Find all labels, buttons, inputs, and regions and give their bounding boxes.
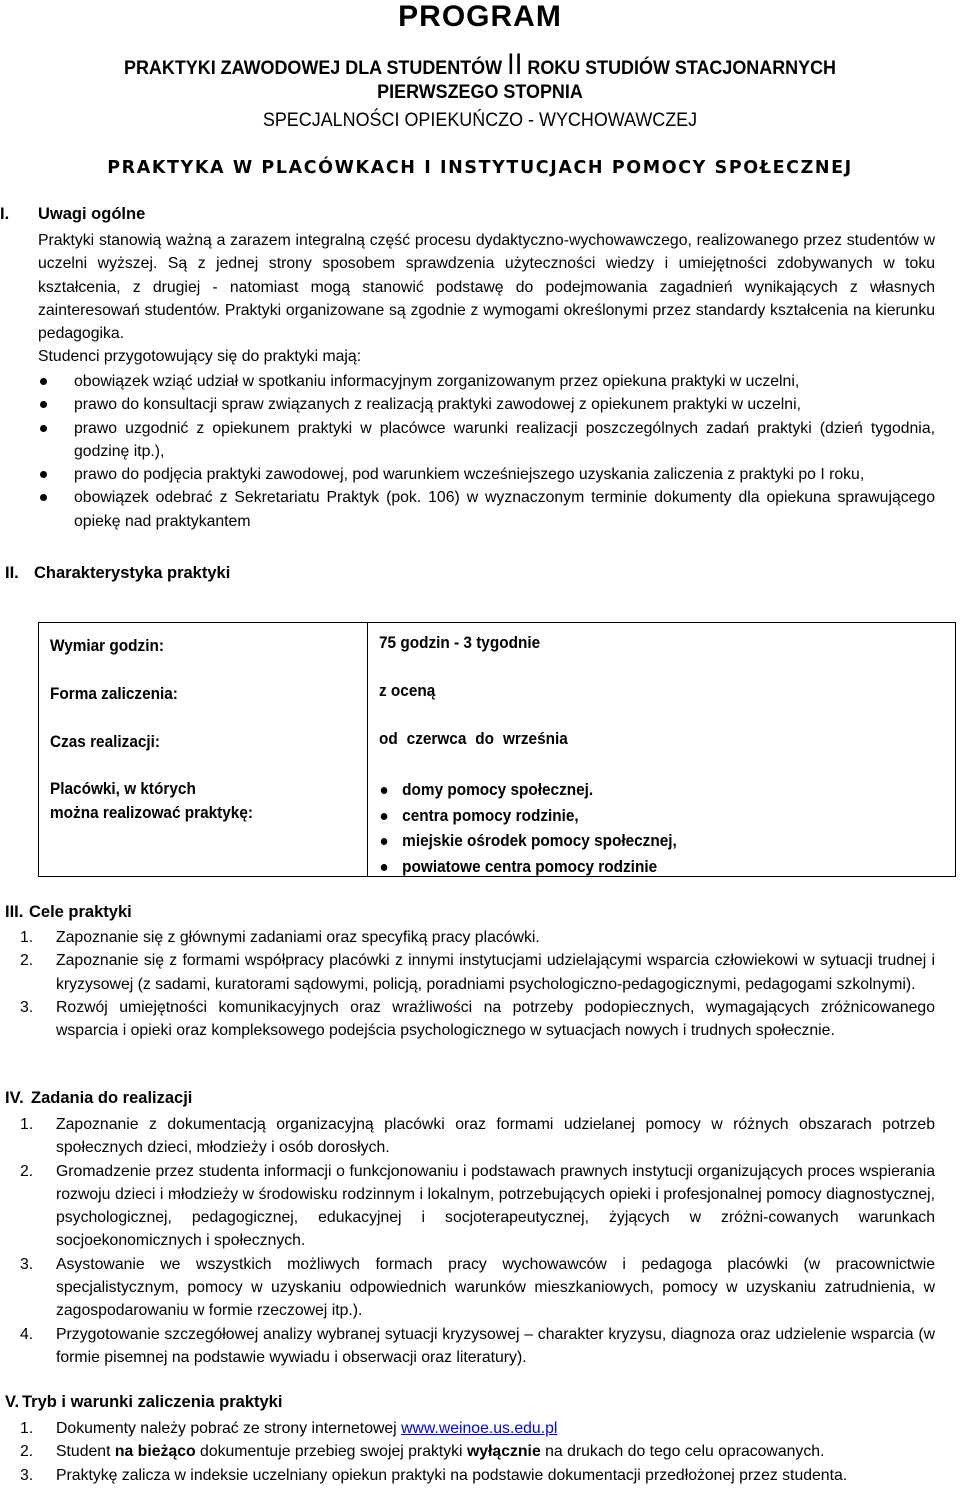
bullet-icon [40, 378, 47, 385]
bullet-icon [381, 838, 388, 845]
section-3-list [20, 926, 935, 1042]
section-1-intro: Studenci przygotowujący się do praktyki mają: [38, 348, 362, 365]
subtitle-part-b: ROKU STUDIÓW STACJONARNYCH [527, 57, 837, 79]
section-5-title: Tryb i warunki zaliczenia praktyki [22, 1393, 283, 1411]
bullet-icon [40, 425, 47, 432]
time-label: Czas realizacji: [50, 733, 161, 751]
section-2-title: Charakterystyka praktyki [34, 564, 231, 582]
list-item: 2. Student na bieżąco dokumentuje przebieg swojej praktyki wyłącznie na drukach do tego celu opracowanych. [20, 1443, 825, 1461]
section-3-number: III. [5, 903, 24, 921]
section-3-heading [5, 903, 132, 922]
bullet-icon [40, 401, 47, 408]
subtitle-line-3: SPECJALNOŚCI OPIEKUŃCZO - WYCHOWAWCZEJ [262, 109, 698, 131]
list-item: 3. Rozwój umiejętności komunikacyjnych oraz wrażliwości na potrzeby podopiecznych, wymagających zróżnicowanego wsparcia i opieki oraz kompleksowego podejścia psychologicznego w sytuacjach nowych i trudnych społecznie. [20, 998, 935, 1040]
bullet-icon [381, 813, 388, 820]
list-item: 3. Praktykę zalicza w indeksie uczelniany opiekun praktyki na podstawie dokumentacji przedłożonej przez studenta. [20, 1466, 848, 1484]
bullet-icon [381, 787, 388, 794]
list-item: obowiązek wziąć udział w spotkaniu informacyjnym zorganizowanym przez opiekuna praktyki w uczelni, [38, 370, 935, 393]
section-4-number: IV. [5, 1089, 24, 1107]
list-item: domy pomocy społecznej. [378, 778, 677, 804]
list-item: centra pomocy rodzinie, [378, 804, 677, 830]
website-link[interactable]: www.weinoe.us.edu.pl [401, 1420, 558, 1437]
places-label-1: Placówki, w których [50, 780, 196, 798]
places-label-2: można realizować praktykę: [50, 804, 253, 822]
list-item: prawo do konsultacji spraw związanych z realizacją praktyki zawodowej z opiekunem praktyki w uczelni, [38, 393, 935, 416]
bullet-icon [40, 471, 47, 478]
section-1-bullets [38, 370, 935, 533]
subtitle-line-4: PRAKTYKA W PLACÓWKACH I INSTYTUCJACH POMOCY SPOŁECZNEJ [107, 158, 853, 178]
section-2-number: II. [5, 564, 19, 582]
list-item: obowiązek odebrać z Sekretariatu Praktyk (pok. 106) w wyznaczonym terminie dokumenty dla opiekuna sprawującego opiekę nad praktykantem [38, 486, 935, 533]
section-5-number: V. [5, 1393, 20, 1411]
list-item: 2. Zapoznanie się z formami współpracy placówki z innymi instytucjami udzielającymi wsparcia człowiekowi w sytuacji trudnej i kryzysowej (z sadami, kuratorami sądowymi, policją, poradniami psychologiczno-pedagogicznymi, pedagogami szkolnymi). [20, 952, 935, 993]
section-3-title: Cele praktyki [29, 903, 132, 921]
bullet-icon [381, 864, 388, 871]
section-5-heading [5, 1393, 283, 1412]
list-item: 1. Dokumenty należy pobrać ze strony internetowej www.weinoe.us.edu.pl [20, 1420, 558, 1437]
section-2-heading [5, 564, 231, 583]
time-value: od czerwca do września [379, 730, 568, 748]
hours-label: Wymiar godzin: [50, 637, 164, 655]
list-item: miejskie ośrodek pomocy społecznej, [378, 829, 677, 855]
list-item: 1. Zapoznanie się z głównymi zadaniami oraz specyfiką pracy placówki. [20, 929, 540, 946]
hours-value: 75 godzin - 3 tygodnie [379, 634, 541, 652]
list-item: powiatowe centra pomocy rodzinie [378, 855, 677, 881]
section-4-list [20, 1113, 935, 1369]
section-1-number: I. [0, 205, 10, 223]
section-5-list [20, 1417, 935, 1487]
program-title: PROGRAM [398, 0, 562, 33]
subtitle-line-1 [38, 48, 921, 82]
list-item: 2. Gromadzenie przez studenta informacji o funkcjonowaniu i podstawach prawnych instytucji organizujących proces wspierania rozwoju dzieci i młodzieży w środowisku rodzinnym i lokalnym, potrzebujących opieki i profesjonalnej pomocy diagnostycznej, psychologicznej, pedagogicznej, edukacyjnej i socjoterapeutycznej, żyjących w zróżni-cowanych warunkach socjoekonomicznych i społecznych. [20, 1162, 935, 1250]
list-item: 3. Asystowanie we wszystkich możliwych formach pracy wychowawców i pedagoga placówki (w pracownictwie specjalistycznym, pomocy w uzyskaniu odpowiednich warunków mieszkaniowych, pomocy w uzyskaniu zatrudnienia, w zagospodarowaniu w formie rzeczowej itp.). [20, 1255, 935, 1320]
list-item: 1. Zapoznanie z dokumentacją organizacyjną placówki oraz formami udzielanej pomocy w różnych obszarach potrzeb społecznych dzieci, młodzieży i osób dorosłych. [20, 1116, 935, 1157]
section-1-heading [0, 205, 146, 224]
places-list [378, 778, 699, 880]
subtitle-line-2: PIERWSZEGO STOPNIA [377, 81, 583, 103]
form-label: Forma zaliczenia: [50, 685, 178, 703]
section-4-title: Zadania do realizacji [31, 1089, 193, 1107]
bullet-icon [40, 494, 47, 501]
list-item: 4. Przygotowanie szczegółowej analizy wybranej sytuacji kryzysowej – charakter kryzysu, diagnoza oraz udzielenie wsparcia (w formie pisemnej na podstawie wywiadu i obserwacji oraz literatury). [20, 1325, 935, 1366]
section-1-paragraph: Praktyki stanowią ważną a zarazem integralną część procesu dydaktyczno-wychowawczego, realizowanego przez studentów w uczelni wyższej. Są z jednej strony sposobem sprawdzenia użyteczności wiedzy i umiejętności zdobywanych w toku kształcenia, z drugiej - natomiast mogą stanowić podstawę do podejmowania zagadnień wynikających z własnych zainteresowań studentów. Praktyki organizowane są zgodnie z wymogami określonymi przez standardy kształcenia na kierunku pedagogika. [38, 232, 935, 343]
section-4-heading [5, 1089, 193, 1108]
form-value: z oceną [379, 682, 436, 700]
section-1-title: Uwagi ogólne [38, 205, 146, 223]
list-item: prawo uzgodnić z opiekunem praktyki w placówce warunki realizacji poszczególnych zadań praktyki (dzień tygodnia, godzinę itp.), [38, 417, 935, 464]
list-item: prawo do podjęcia praktyki zawodowej, pod warunkiem wcześniejszego uzyskania zaliczenia z praktyki po I roku, [38, 463, 935, 486]
subtitle-part-a: PRAKTYKI ZAWODOWEJ DLA STUDENTÓW [123, 57, 503, 79]
subtitle-roman: II [507, 48, 523, 81]
